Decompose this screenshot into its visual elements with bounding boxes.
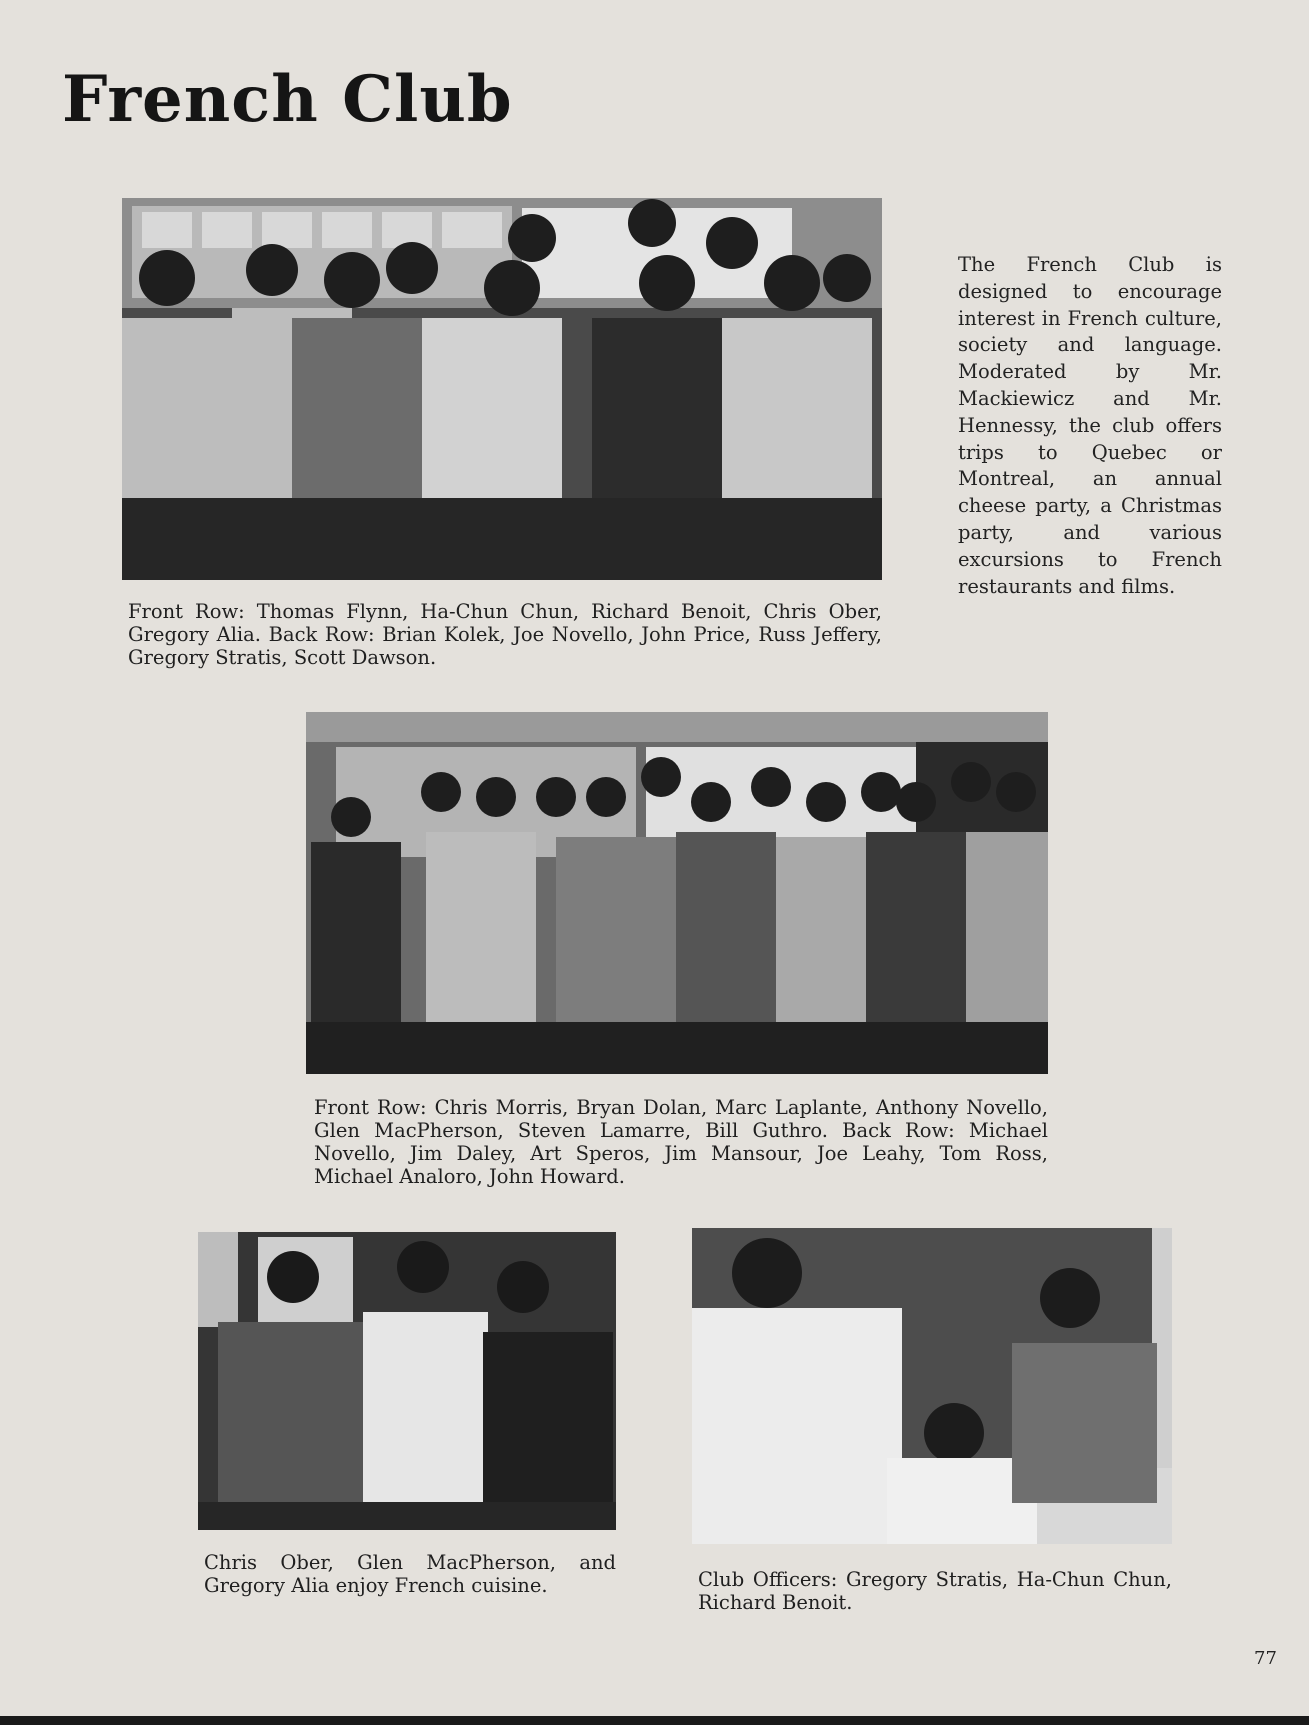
officers-photo-image — [692, 1228, 1172, 1544]
officers-photo-caption: Club Officers: Gregory Stratis, Ha-Chun Chun, Richard Benoit. — [698, 1568, 1172, 1614]
bleed-through-text — [1062, 78, 1078, 124]
group-photo-2 — [306, 712, 1048, 1074]
page-title: French Club — [62, 62, 513, 137]
group-photo-1-image — [122, 198, 882, 580]
cuisine-photo — [198, 1232, 616, 1530]
group-photo-1 — [122, 198, 882, 580]
group-photo-2-caption: Front Row: Chris Morris, Bryan Dolan, Marc Laplante, Anthony Novello, Glen MacPherson, Steven Lamarre, Bill Guthro. Back Row: Michael Novello, Jim Daley, Art Speros, Jim Mansour, Joe Leahy, Tom Ross, Michael Analoro, John Howard. — [314, 1096, 1048, 1188]
scan-edge — [0, 1716, 1309, 1725]
cuisine-photo-image — [198, 1232, 616, 1530]
group-photo-2-image — [306, 712, 1048, 1074]
group-photo-1-caption: Front Row: Thomas Flynn, Ha-Chun Chun, Richard Benoit, Chris Ober, Gregory Alia. Back Row: Brian Kolek, Joe Novello, John Price, Russ Jeffery, Gregory Stratis, Scott Dawson. — [128, 600, 882, 669]
page-number: 77 — [1254, 1648, 1277, 1669]
officers-photo — [692, 1228, 1172, 1544]
cuisine-photo-caption: Chris Ober, Glen MacPherson, and Gregory Alia enjoy French cuisine. — [204, 1551, 616, 1597]
club-description: The French Club is designed to encourage interest in French culture, society and language. Moderated by Mr. Mackiewicz and Mr. Hennessy, the club offers trips to Quebec or Montreal, an annual cheese party, a Christmas party, and various excursions to French restaurants and films. — [958, 253, 1222, 598]
